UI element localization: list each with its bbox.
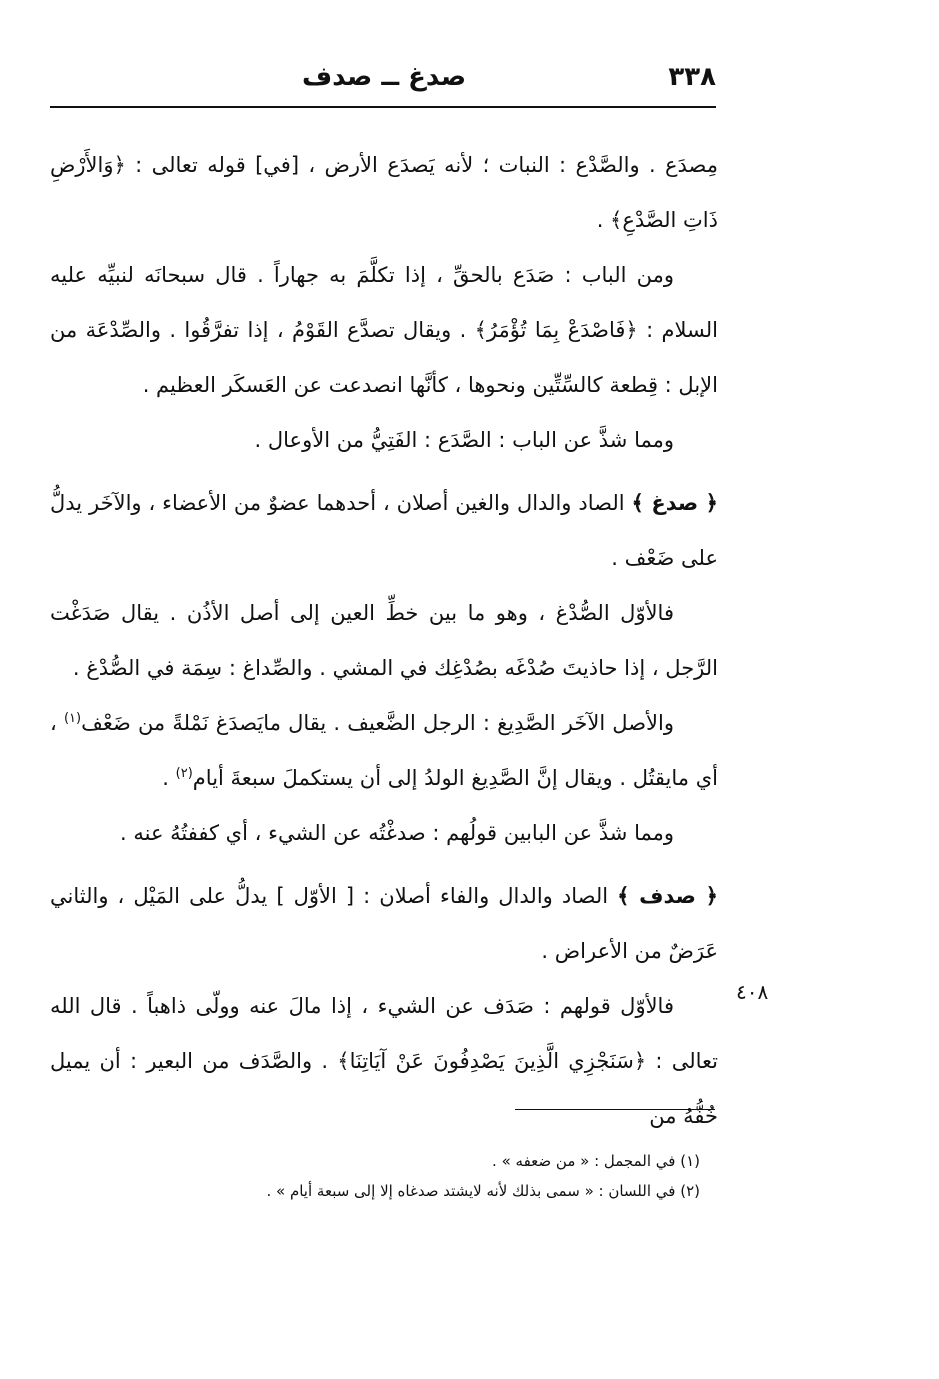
footnote-rule	[515, 1109, 715, 1110]
footnote-2: (٢) في اللسان : « سمى بذلك لأنه لايشتد صدغاه إلا إلى سبعة أيام » .	[266, 1182, 700, 1200]
footnotes	[180, 1146, 700, 1206]
entry-sadaf-intro: الصاد والدال والفاء أصلان : [ الأوّل ] يدلُّ على المَيْل ، والثاني عَرَضٌ من الأعراض .	[50, 884, 718, 963]
paragraph-sada-shadhdh: ومما شذَّ عن الباب : الصَّدَع : الفَتِيُّ من الأوعال .	[254, 428, 674, 452]
paragraph-sadagh-second-c: .	[162, 766, 169, 790]
paragraph-sadagh-second-a: والأصل الآخَر الصَّدِيغ : الرجل الضَّعيف . يقال مايَصدَغ نَمْلةً من ضَعْف	[81, 711, 674, 735]
entry-sadagh-intro: الصاد والدال والغين أصلان ، أحدهما عضوٌ من الأعضاء ، والآخَر يدلُّ على ضَعْف .	[50, 491, 718, 570]
footnote-ref-2[interactable]: (٢)	[175, 766, 193, 781]
footnote-1: (١) في المجمل : « من ضعفه » .	[492, 1152, 700, 1170]
entry-heading-sadaf: ﴿ صدف ﴾	[617, 884, 718, 908]
running-title: صدغ ــ صدف	[301, 62, 467, 92]
paragraph-sadaf-first: فالأوّل قولهم : صَدَف عن الشيء ، إذا مالَ عنه وولّى ذاهباً . قال الله تعالى : ﴿سَنَجْزِي الَّذِينَ يَصْدِفُونَ عَنْ آيَاتِنَا﴾ . والصَّدَف من البعير : أن يميل خُفُّهُ من	[50, 994, 718, 1128]
margin-number: ٤٠٨	[736, 980, 769, 1004]
paragraph-sada-bilhaq: ومن الباب : صَدَع بالحقِّ ، إذا تكلَّمَ به جهاراً . قال سبحانَه لنبيِّه عليه السلام : ﴿فَاصْدَعْ بِمَا تُؤْمَرُ﴾ . ويقال تصدَّع القَوْمُ ، إذا تفرَّقُوا . والصِّدْعَة من الإبل : قِطعة كالسِّتِّين ونحوها ، كأنَّها انصدعت عن العَسكَر العظيم .	[50, 263, 718, 397]
paragraph-sadagh-first: فالأوّل الصُّدْغ ، وهو ما بين خطِّ العين إلى أصل الأذُن . يقال صَدَغْت الرَّجل ، إذا حاذيتَ صُدْغَه بصُدْغِك في المشي . والصِّداغ : سِمَة في الصُّدْغ .	[50, 601, 718, 680]
paragraph-sadagh-second-b: ، أي مايقتُل . ويقال إنَّ الصَّدِيغ الولدُ إلى أن يستكملَ سبعةَ أيام	[50, 711, 718, 790]
page-header	[52, 62, 716, 102]
paragraph-sad-text-end: مِصدَع . والصَّدْع : النبات ؛ لأنه يَصدَع الأرض ، [في] قوله تعالى : ﴿وَالأَرْضِ ذَاتِ الصَّدْعِ﴾ .	[50, 153, 718, 232]
body-text	[50, 138, 718, 1144]
page-number: ٣٣٨	[668, 62, 716, 92]
paragraph-sadagh-shadhdh: ومما شذَّ عن البابين قولُهم : صدغْتُه عن الشيء ، أي كففتُهُ عنه .	[120, 821, 674, 845]
entry-sadaf	[50, 869, 718, 979]
entry-sadagh	[50, 476, 718, 586]
header-rule	[50, 106, 716, 108]
paragraph-sadagh-second	[50, 696, 718, 806]
entry-heading-sadagh: ﴿ صدغ ﴾	[631, 491, 718, 515]
footnote-ref-1[interactable]: (١)	[63, 711, 82, 726]
